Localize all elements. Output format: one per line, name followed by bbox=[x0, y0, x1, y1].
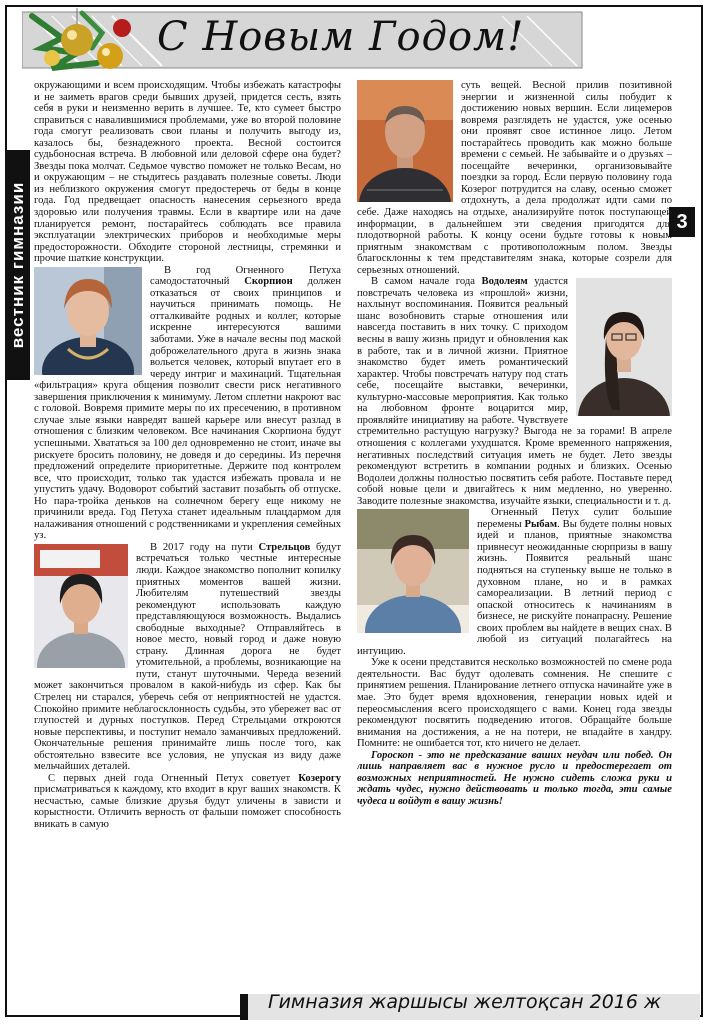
closing-motto: Гороскоп - это не предсказание ваших неудач или побед. Он лишь направляет вас в нужное русло и предостерегает от возможных неприятностей. Не нужно сидеть сложа руки и ждать чудес, нужно действовать и только тогда, эти самые чудеса и войдут в вашу жизнь! bbox=[357, 749, 672, 807]
horoscope-scorpio-paragraph: В год Огненного Петуха самодостаточный Скорпион должен отказаться от своих принципов и научиться принимать помощь. Не отталкивайте родных и коллег, которые искренне интересуются вашими заботами. Уже в начале весны под маской доброжелательного друга в жизнь знака вольется человек, который впутает его в череду интриг и махинаций. Тщательная «фильтрация» круга общения позволит свести риск негативного завершения приключения к минимуму. Летом сплетни накроют вас с головой. Вовремя примите меры по их пресечению, в противном случае злые языки навредят вашей карьере или внесут разлад в отношения с близким человеком. Все начинания Скорпиона будут успешными. Хвататься за 100 дел одновременно не стоит, иначе вы рискуете бросить половину, не доведя и до середины. Из перечня предложений определите приоритетные. Держите под контролем все, что происходит, только так удастся избежать провала и не упустить удачу. Водоворот событий заставит позабыть об отпуске. Но пара-тройка деньков на солнечном берегу еще никому не причинили вреда. Год Петуха станет идеальным плацдармом для налаживания отношений с родственниками и укрепления семейных уз. bbox=[34, 264, 341, 542]
horoscope-libra-paragraph: окружающими и всем происходящим. Чтобы избежать катастрофы и не заиметь врагов среди бывших друзей, придется сесть, взять себя в руки и неизменно верить в лучшее. Те, кто сумеет быстро справиться с навалившимися проблемами, уже во второй половине года смогут реализовать свои планы и получить выгоду из, казалось бы, безнадежного проекта. Весной состоится судьбоносная встреча. В любовной или деловой сфере она будет? Звезды пока молчат. Седьмое чувство поможет не только Весам, но и окружающим – не стыдитесь раздавать полезные советы. Люди из неблизкого окружения смогут предостеречь от беды в конце года. Год предвещает опасность нанесения серьезного вреда здоровью или получения травмы. Если в квартире или на даче планируется ремонт, постарайтесь соблюдать все правила эксплуатации электрических приборов и необходимые меры предосторожности. Обходите стороной лестницы, стремянки и прочие шаткие конструкции. bbox=[34, 80, 341, 265]
photo-teacher-woman-2 bbox=[34, 544, 128, 668]
horoscope-capricorn-continued: суть вещей. Весной прилив позитивной энергии и жизненной силы побудит к достижению новых вершин. Если лицемеров вовремя разглядеть не удастся, уже осенью они проявят свое истинное лицо. Летом постарайтесь проводить как можно больше времени с семьей. Не забывайте и о друзьях – посещайте вечеринки, организовывайте поездки за город. Если первую половину года Козерог потрудится на славу, осенью сможет отдохнуть, а дела продолжат идти сами по себе. Даже находясь на отдыхе, анализируйте поток поступающей информации, в дальнейшем эти сведения пригодятся для плодотворной работы. К концу осени будьте готовы к новым приятным знакомствам с противоположным полом. Звезды благосклонны к тем представителям знака, которые созрели для серьезных отношений. bbox=[357, 80, 672, 276]
footer-text: Гимназия жаршысы желтоқсан 2016 ж bbox=[268, 991, 662, 1013]
footer bbox=[0, 988, 710, 1024]
header-banner bbox=[22, 8, 687, 70]
page-number: 3 bbox=[669, 207, 695, 237]
side-label bbox=[6, 150, 30, 380]
page-title: С Новым Годом! bbox=[157, 14, 525, 60]
horoscope-pisces-paragraph: Огненный Петух сулит большие перемены Рыбам. Вы будете полны новых идей и планов, приятные знакомства привнесут неожиданные сюрпризы в вашу жизнь. Появится реальный шанс подняться на ступеньку выше не только в духовном плане, но и в рамках самореализации. В летний период с опаской относитесь к начинаниям в бизнесе, не рискуйте понапрасну. Решение своих проблем вы найдете в вещих снах. В любой из ситуаций полагайтесь на интуицию. bbox=[357, 507, 672, 657]
photo-teacher-woman-3 bbox=[576, 278, 672, 416]
horoscope-capricorn-paragraph: С первых дней года Огненный Петух советует Козерогу присматриваться к каждому, кто входит в круг ваших знакомств. К несчастью, самые близкие друзья будут уличены в зависти и корыстности. Отличить верность от фальши поможет способность вникать в самую bbox=[34, 772, 341, 830]
horoscope-sagittarius-paragraph: В 2017 году на пути Стрельцов будут встречаться только честные интересные люди. Каждое знакомство пополнит копилку приятных моментов вашей жизни. Любителям путешествий звезды рекомендуют использовать каждую представляющуюся возможность. Выдались свободные выходные? Отправляйтесь в новое место, новый город и даже новую страну. Длинная дорога не будет утомительной, а проблемы, возникающие на пути, станут шуточными. Череда везений может закончиться провалом в какой-нибудь из сфер. Как бы Стрелец ни старался, уберечь себя от неприятностей не удастся. Спокойно примите неблагосклонность судьбы, это убережет вас от глупостей и дурных поступков. Перед Стрельцами откроются новые перспективы, и поступит немало заманчивых предложений. Окончательные решения принимайте лишь после того, как обстоятельно взвесите все условия, не упуская из виду даже мельчайших деталей. bbox=[34, 541, 341, 773]
photo-teacher-woman-1 bbox=[34, 267, 142, 375]
christmas-ornament-icon bbox=[22, 8, 142, 78]
right-column bbox=[357, 80, 672, 992]
photo-teacher-woman-4 bbox=[357, 509, 469, 633]
side-label-text: вестник гимназии bbox=[8, 181, 27, 349]
horoscope-aquarius-paragraph: В самом начале года Водолеям удастся повстречать человека из «прошлой» жизни, нахлынут воспоминания. Появится реальный шанс возобновить старые отношения или навсегда поставить в них точку. С приходом весны в вашу жизнь придут и обновления как в работе, так и в личной жизни. Приятное знакомство будет иметь романтический характер. Чтобы повстречать натуру под стать себе, посещайте выставки, вечеринки, культурно-массовые мероприятия. Как только на любовном фронте воцарится мир, проявляйте инициативу на работе. Чувствуете стремительно растущую нагрузку? Выгода не за горами! В апреле отношения с коллегами ухудшатся. Кроме временного напряжения, негативных последствий ситуация иметь не будет. Лето звезды рекомендуют встретить в компании родных и близких. Осенью Водолеи должны полностью посвятить себя работе. Поставьте перед собой новые цели и двигайтесь к ним медленно, но уверенно. Заводите полезные знакомства, изучайте языки, специальности и т. д. bbox=[357, 276, 672, 507]
horoscope-pisces-continued: Уже к осени представится несколько возможностей по смене рода деятельности. Вас будут одолевать сомнения. Не спешите с принятием решения. Планирование летнего отпуска начинайте уже в мае. Это будет время вдохновения, генерации новых идей и переосмысления всего происходящего с вами. Конец года звезды рекомендуют посвятить подведению итогов. Обращайте больше внимания на достижения, а не на потери, не впадайте в хандру. Помните: не ошибается тот, кто ничего не делает. bbox=[357, 657, 672, 750]
photo-teacher-man bbox=[357, 80, 453, 202]
left-column bbox=[34, 80, 341, 996]
